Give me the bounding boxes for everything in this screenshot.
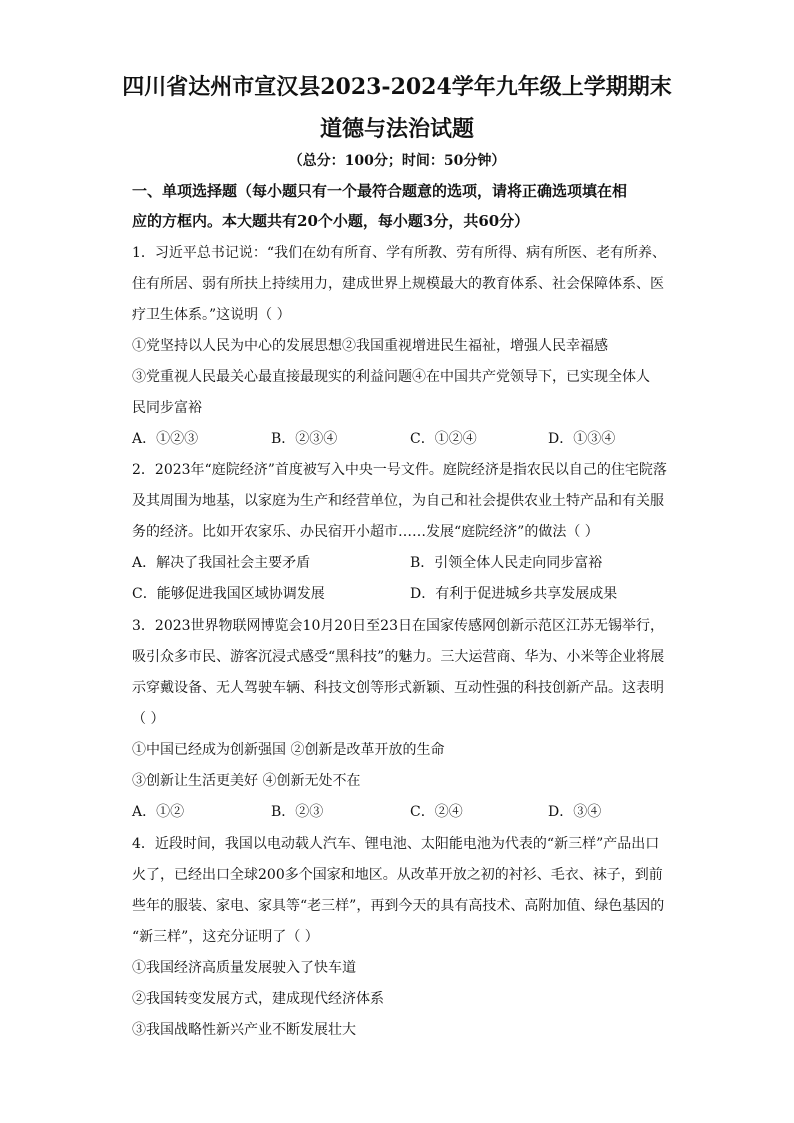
q2-option-a: A．解决了我国社会主要矛盾 xyxy=(132,555,311,571)
q2-stem-line1: 2．2023年“庭院经济”首度被写入中央一号文件。庭院经济是指农民以自己的住宅院落 xyxy=(132,462,667,478)
q2-stem-line3: 务的经济。比如开农家乐、办民宿开小超市……发展“庭院经济”的做法（ ） xyxy=(132,524,599,540)
q4-statement1: ①我国经济高质量发展驶入了快车道 xyxy=(132,960,356,976)
q4-statement2: ②我国转变发展方式，建成现代经济体系 xyxy=(132,991,384,1007)
q3-stem-line3: 示穿戴设备、无人驾驶车辆、科技文创等形式新颖、互动性强的科技创新产品。这表明 xyxy=(132,680,664,696)
q1-stem-line2: 住有所居、弱有所扶上持续用力，建成世界上规模最大的教育体系、社会保障体系、医 xyxy=(132,276,664,292)
q1-statement3: 民同步富裕 xyxy=(132,400,202,416)
q3-option-a: A．①② xyxy=(132,804,185,820)
exam-subtitle: （总分：100分；时间：50分钟） xyxy=(288,153,506,169)
q2-option-b: B．引领全体人民走向同步富裕 xyxy=(410,555,603,571)
q1-option-d: D．①③④ xyxy=(548,431,616,447)
q4-stem-line1: 4．近段时间，我国以电动载人汽车、锂电池、太阳能电池为代表的“新三样”产品出口 xyxy=(132,836,660,852)
q3-stem-line4: （ ） xyxy=(132,711,165,727)
q2-option-c: C．能够促进我国区域协调发展 xyxy=(132,586,325,602)
section-heading-line2: 应的方框内。本大题共有20个小题，每小题3分，共60分） xyxy=(132,212,530,230)
q1-stem-line1: 1．习近平总书记说：“我们在幼有所育、学有所教、劳有所得、病有所医、老有所养、 xyxy=(132,245,667,261)
q3-statement1: ①中国已经成为创新强国 ②创新是改革开放的生命 xyxy=(132,742,445,758)
q3-option-b: B．②③ xyxy=(271,804,324,820)
q4-statement3: ③我国战略性新兴产业不断发展壮大 xyxy=(132,1022,356,1038)
exam-title-line2: 道德与法治试题 xyxy=(319,116,474,142)
q4-stem-line2: 火了，已经出口全球200多个国家和地区。从改革开放之初的衬衫、毛衣、袜子，到前 xyxy=(132,867,663,883)
q1-statement1: ①党坚持以人民为中心的发展思想②我国重视增进民生福祉，增强人民幸福感 xyxy=(132,338,608,354)
q1-stem-line3: 疗卫生体系。”这说明（ ） xyxy=(132,307,291,323)
exam-title-line1: 四川省达州市宣汉县2023-2024学年九年级上学期期末 xyxy=(122,74,672,100)
q2-stem-line2: 及其周围为地基，以家庭为生产和经营单位，为自己和社会提供农业土特产品和有关服 xyxy=(132,493,664,509)
q4-stem-line3: 些年的服装、家电、家具等“老三样”，再到今天的具有高技术、高附加值、绿色基因的 xyxy=(132,898,665,914)
q1-option-a: A．①②③ xyxy=(132,431,199,447)
q1-statement2: ③党重视人民最关心最直接最现实的利益问题④在中国共产党领导下，已实现全体人 xyxy=(132,369,650,385)
q4-stem-line4: “新三样”，这充分证明了（ ） xyxy=(132,929,319,945)
q3-stem-line2: 吸引众多市民、游客沉浸式感受“黑科技”的魅力。三大运营商、华为、小米等企业将展 xyxy=(132,649,665,665)
q2-option-d: D．有利于促进城乡共享发展成果 xyxy=(410,586,618,602)
q3-option-c: C．②④ xyxy=(410,804,463,820)
q3-option-d: D．③④ xyxy=(548,804,602,820)
q3-statement2: ③创新让生活更美好 ④创新无处不在 xyxy=(132,773,361,789)
q3-stem-line1: 3．2023世界物联网博览会10月20日至23日在国家传感网创新示范区江苏无锡举行， xyxy=(132,618,664,634)
q1-option-c: C．①②④ xyxy=(410,431,477,447)
q1-option-b: B．②③④ xyxy=(271,431,338,447)
section-heading-line1: 一、单项选择题（每小题只有一个最符合题意的选项，请将正确选项填在相 xyxy=(132,182,628,200)
